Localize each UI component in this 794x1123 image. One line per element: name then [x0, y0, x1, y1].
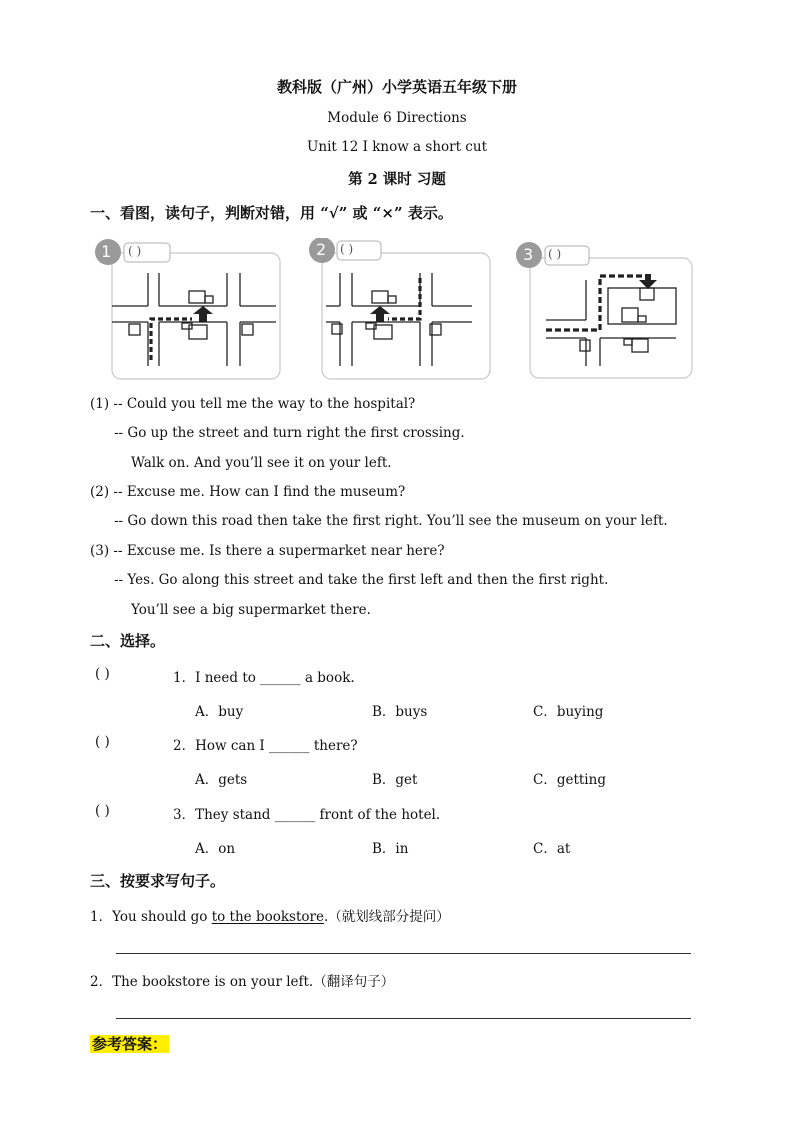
picture-1-answer-blank[interactable]: ( )	[128, 244, 142, 258]
question-3-option-a[interactable]: A．on	[195, 841, 236, 857]
question-1-option-a[interactable]: A．buy	[195, 704, 244, 720]
answer-line-2[interactable]	[116, 1018, 691, 1019]
lesson-title: 第 2 课时 习题	[348, 171, 446, 188]
answer-key-label	[90, 1033, 169, 1054]
page-title: 教科版（广州）小学英语五年级下册	[276, 78, 517, 96]
question-1-option-b[interactable]: B．buys	[372, 704, 428, 720]
rewrite-question-1-pre: 1．You should go	[90, 909, 212, 925]
picture-1-number: 1	[101, 242, 112, 261]
map-3-drawing	[512, 238, 704, 383]
question-3-stem: 3．They stand ______ front of the hotel.	[173, 807, 441, 823]
question-3-option-b[interactable]: B．in	[372, 841, 409, 857]
map-1-drawing	[92, 238, 284, 383]
picture-2-answer-blank[interactable]: ( )	[340, 242, 354, 256]
map-picture-3	[512, 238, 704, 383]
question-3-option-c[interactable]: C．at	[533, 841, 571, 857]
answer-key-label-text: 参考答案：	[92, 1035, 168, 1053]
map-2-drawing	[302, 238, 494, 383]
map-picture-1	[92, 238, 284, 383]
dialogue-2-question: (2) -- Excuse me. How can I find the museum?	[90, 484, 406, 500]
answer-line-1[interactable]	[116, 953, 691, 954]
question-2-stem: 2．How can I ______ there?	[173, 738, 358, 754]
dialogue-3-answer-cont: You’ll see a big supermarket there.	[131, 602, 371, 618]
part1-heading: 一、看图，读句子，判断对错，用 “√” 或 “×” 表示。	[90, 204, 453, 222]
map-picture-2	[302, 238, 494, 383]
unit-title: Unit 12 I know a short cut	[307, 139, 487, 155]
question-2-answer-paren[interactable]: ( )	[95, 734, 110, 750]
question-1-option-c[interactable]: C．buying	[533, 704, 604, 720]
dialogue-1-question: (1) -- Could you tell me the way to the hospital?	[90, 396, 416, 412]
picture-3-answer-blank[interactable]: ( )	[548, 247, 562, 261]
picture-3-number: 3	[523, 245, 534, 264]
question-2-option-a[interactable]: A．gets	[195, 772, 248, 788]
part3-heading: 三、按要求写句子。	[90, 872, 226, 890]
dialogue-3-question: (3) -- Excuse me. Is there a supermarket near here?	[90, 543, 445, 559]
rewrite-question-2: 2．The bookstore is on your left.（翻译句子）	[90, 974, 395, 990]
question-2-option-c[interactable]: C．getting	[533, 772, 606, 788]
rewrite-question-1-underlined: to the bookstore	[211, 909, 324, 925]
dialogue-1-answer: -- Go up the street and turn right the first crossing.	[114, 425, 465, 441]
part2-heading: 二、选择。	[90, 632, 166, 650]
module-title: Module 6 Directions	[327, 110, 467, 126]
question-2-option-b[interactable]: B．get	[372, 772, 418, 788]
rewrite-question-1-post: .（就划线部分提问）	[323, 909, 450, 925]
dialogue-3-answer: -- Yes. Go along this street and take the first left and then the first right.	[114, 572, 609, 588]
dialogue-1-answer-cont: Walk on. And you’ll see it on your left.	[131, 455, 392, 471]
dialogue-2-answer: -- Go down this road then take the first right. You’ll see the museum on your left.	[114, 513, 668, 529]
picture-2-number: 2	[316, 240, 327, 259]
question-3-answer-paren[interactable]: ( )	[95, 803, 110, 819]
question-1-answer-paren[interactable]: ( )	[95, 666, 110, 682]
rewrite-question-1	[90, 905, 450, 925]
question-1-stem: 1．I need to ______ a book.	[173, 670, 355, 686]
